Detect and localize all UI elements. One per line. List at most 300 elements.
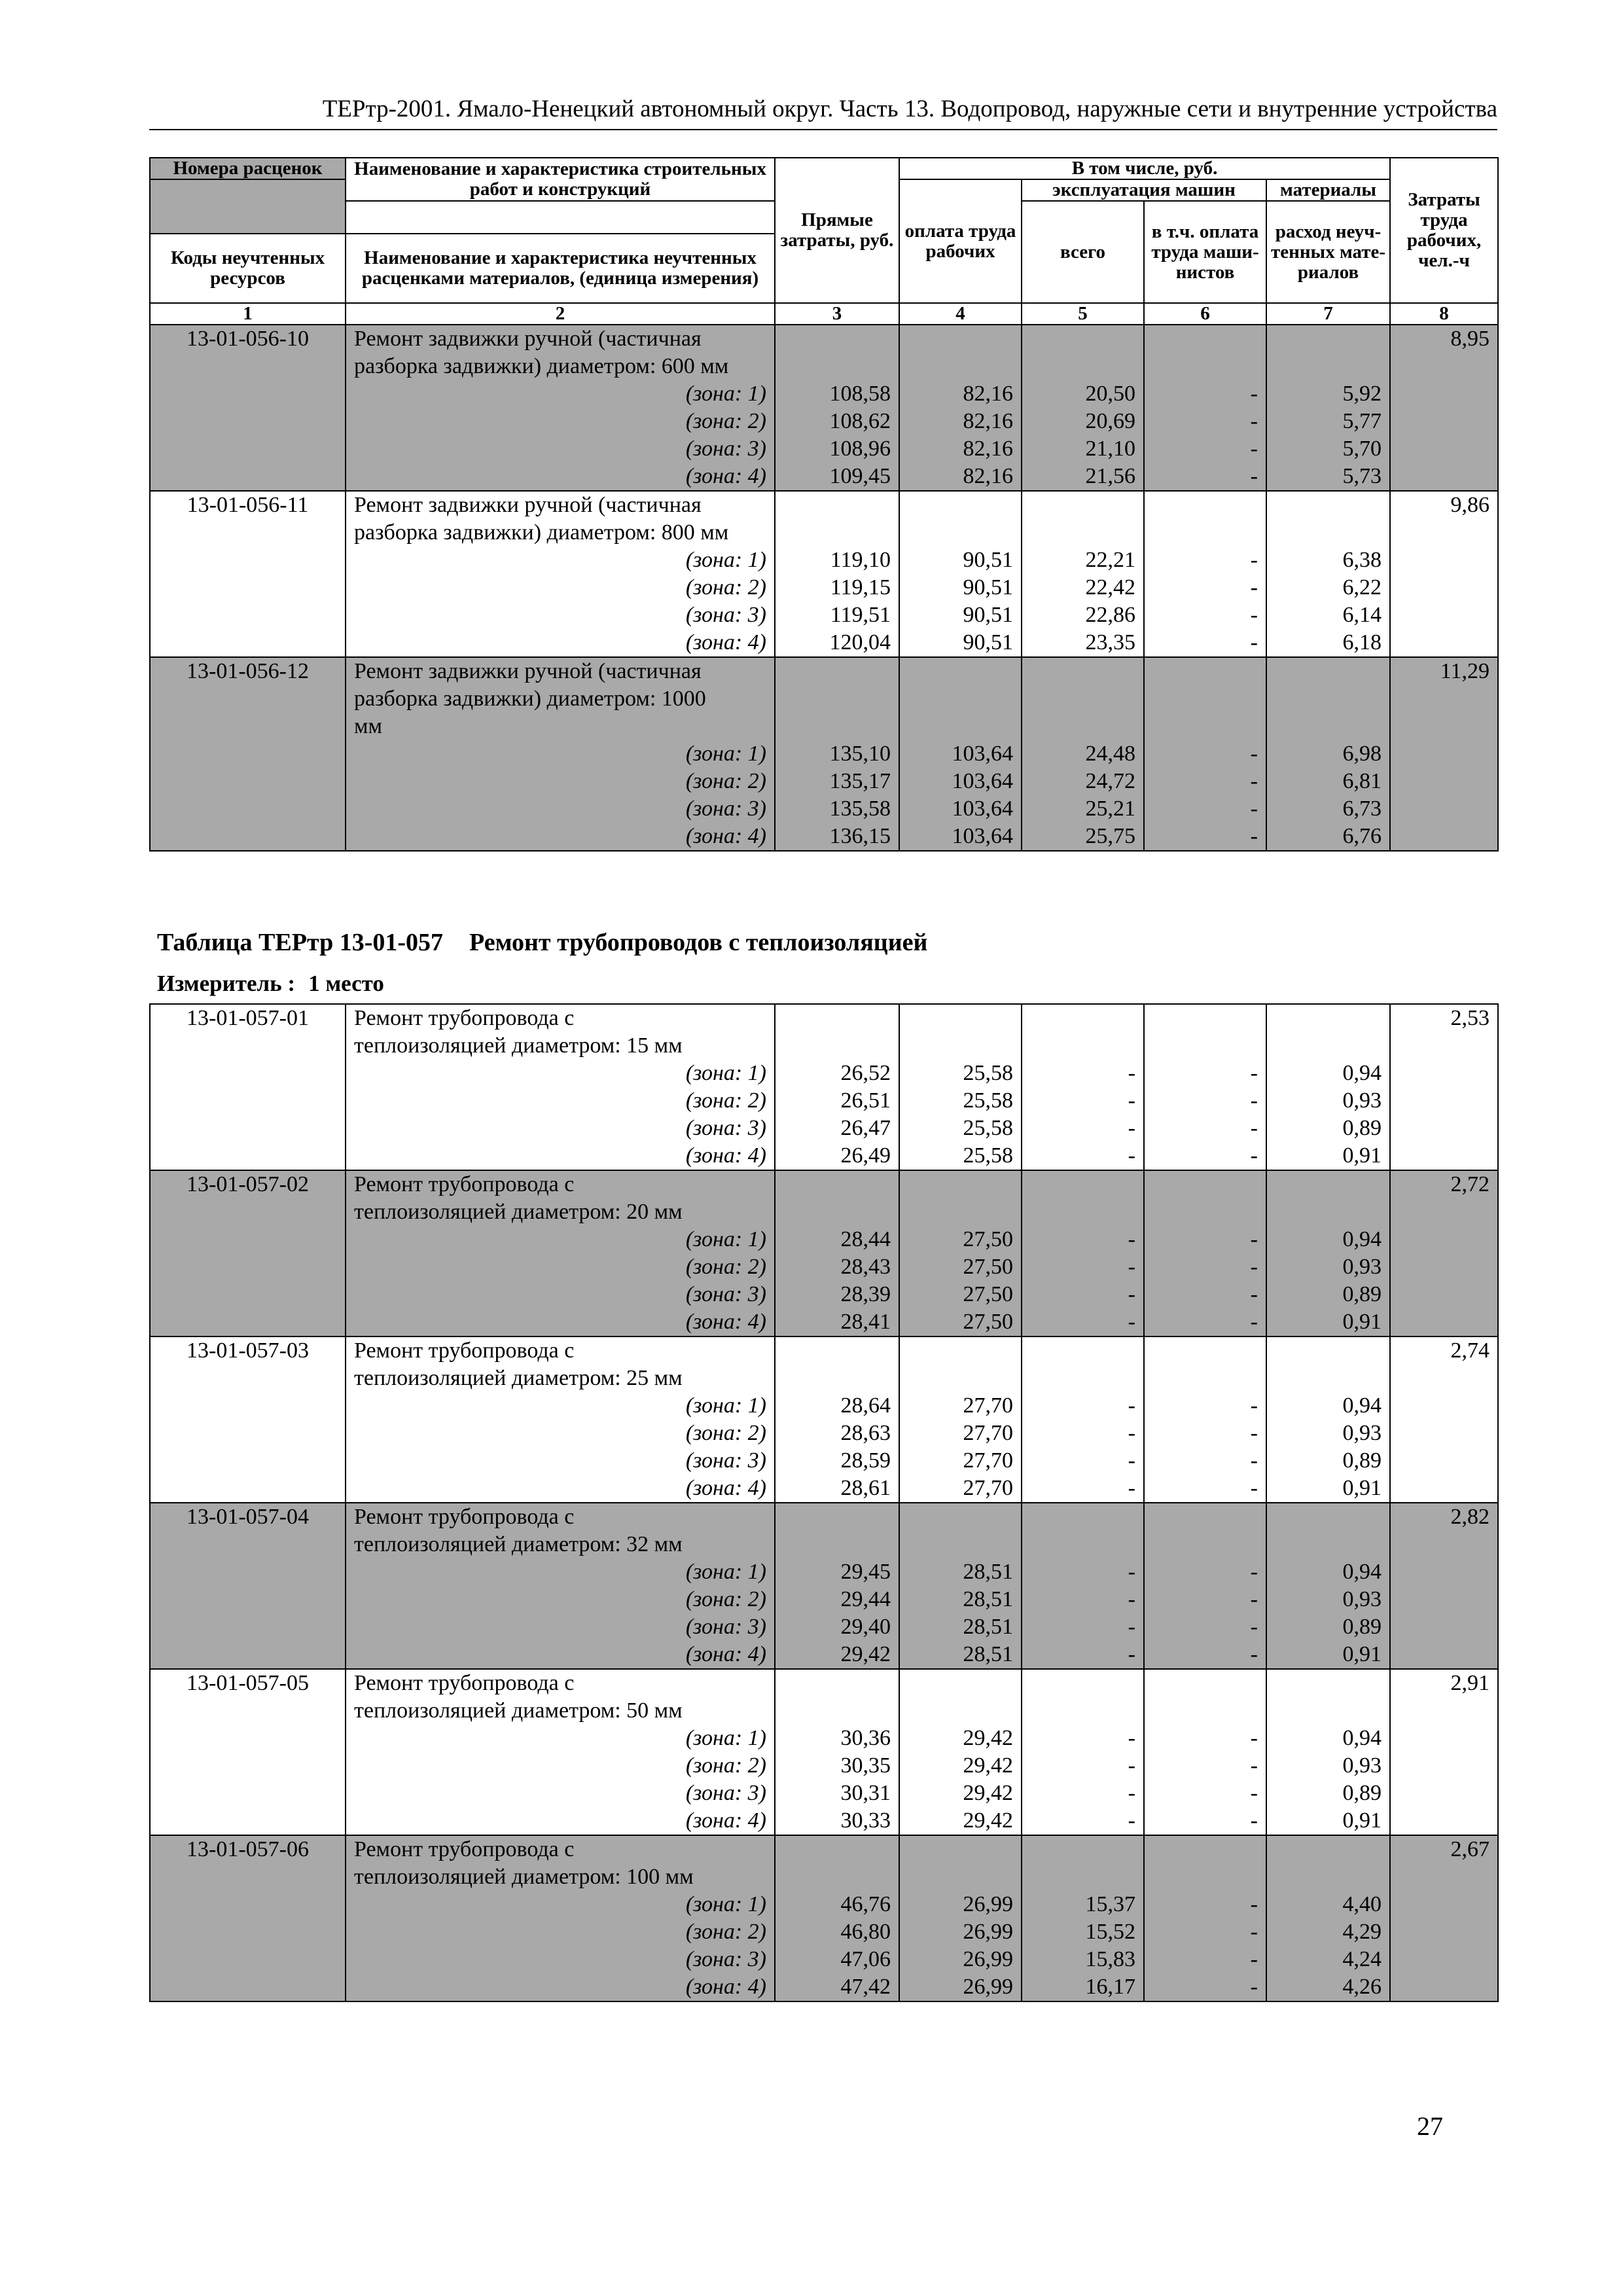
labor-pay-cell [899, 491, 1022, 657]
table-row [150, 1004, 1498, 1170]
description-line: Ремонт трубопровода с [354, 1338, 575, 1363]
zone-label: (зона: 1) [685, 382, 766, 406]
machines-total-cell [1022, 1170, 1144, 1336]
direct-cost-cell [775, 491, 899, 657]
spacer-line [1152, 519, 1258, 547]
direct-cost-cell [775, 1336, 899, 1503]
col-name-header: Наименование и характеристика строительных работ и конструкций [346, 158, 775, 201]
spacer-line [1030, 713, 1135, 740]
zone-label: (зона: 3) [685, 1448, 766, 1473]
machines-total: - [1128, 1587, 1135, 1611]
spacer-line [1030, 1503, 1135, 1531]
machines-total: - [1128, 1615, 1135, 1639]
labor-pay: 29,42 [963, 1726, 1013, 1750]
col-direct-header: Прямые затраты, руб. [775, 158, 899, 303]
spacer-line [1275, 1670, 1382, 1697]
page-number: 27 [1417, 2111, 1443, 2141]
machinists-pay: - [1250, 1116, 1258, 1140]
description-line: Ремонт трубопровода с [354, 1172, 575, 1196]
table-title-label: Таблица ТЕРтр 13-01-057 [157, 929, 444, 956]
spacer-line [783, 353, 891, 380]
description-line: Ремонт трубопровода с [354, 1505, 575, 1529]
spacer-line [1152, 658, 1258, 685]
zone-label: (зона: 2) [685, 1920, 766, 1944]
direct-cost-cell [775, 1835, 899, 2001]
materials-cost: 0,91 [1342, 1808, 1382, 1833]
table-body [150, 1004, 1498, 2001]
description-line: разборка задвижки) диаметром: 1000 [354, 687, 706, 711]
machinists-pay: - [1250, 1560, 1258, 1584]
table-row [150, 657, 1498, 851]
machines-total: 24,48 [1085, 742, 1135, 766]
col-codes-spacer [150, 179, 346, 234]
labor-pay-cell [899, 657, 1022, 851]
zone-label: (зона: 4) [685, 1476, 766, 1500]
spacer-line [1275, 353, 1382, 380]
materials-cost: 6,98 [1342, 742, 1382, 766]
materials-cell [1266, 1336, 1390, 1503]
labor-pay-cell [899, 1170, 1022, 1336]
spacer-line [1030, 492, 1135, 519]
table-row [150, 1170, 1498, 1336]
machinists-pay: - [1250, 1726, 1258, 1750]
direct-cost: 30,31 [840, 1781, 891, 1805]
materials-cost: 6,38 [1342, 548, 1382, 572]
col-codes-bottom-header: Коды неучтенных ресурсов [150, 234, 346, 303]
direct-cost: 135,10 [829, 742, 891, 766]
rate-code: 13-01-057-06 [150, 1835, 346, 2001]
description-line: теплоизоляцией диаметром: 25 мм [354, 1366, 683, 1390]
labor-pay: 27,50 [963, 1310, 1013, 1334]
zone-label: (зона: 1) [685, 1560, 766, 1584]
materials-cost: 0,93 [1342, 1421, 1382, 1445]
materials-cost: 4,24 [1342, 1947, 1382, 1971]
spacer-line [783, 1697, 891, 1725]
spacer-line [908, 1697, 1013, 1725]
spacer-line [1152, 492, 1258, 519]
spacer-line [783, 1171, 891, 1198]
direct-cost: 30,36 [840, 1726, 891, 1750]
col-labor-pay-header: оплата труда рабочих [899, 179, 1022, 303]
spacer-line [1030, 685, 1135, 713]
machines-total: - [1128, 1781, 1135, 1805]
labor-pay: 27,50 [963, 1227, 1013, 1251]
labor-pay: 25,58 [963, 1061, 1013, 1085]
labor-pay-cell [899, 1835, 1022, 2001]
machinists-pay: - [1250, 1920, 1258, 1944]
spacer-line [1030, 1171, 1135, 1198]
labor-hours: 2,82 [1390, 1503, 1498, 1669]
spacer-line [1275, 1198, 1382, 1226]
labor-hours: 8,95 [1390, 325, 1498, 491]
description-line: Ремонт трубопровода с [354, 1006, 575, 1030]
col-number: 5 [1022, 303, 1144, 325]
spacer-line [783, 1337, 891, 1365]
materials-cost: 0,94 [1342, 1061, 1382, 1085]
col-number: 6 [1144, 303, 1266, 325]
spacer-line [908, 685, 1013, 713]
spacer-line [1275, 1337, 1382, 1365]
col-materials-header: материалы [1266, 179, 1390, 201]
zone-label: (зона: 2) [685, 1421, 766, 1445]
machinists-pay: - [1250, 1227, 1258, 1251]
machinists-pay: - [1250, 630, 1258, 655]
direct-cost: 28,61 [840, 1476, 891, 1500]
spacer-line [1275, 658, 1382, 685]
col-number: 7 [1266, 303, 1390, 325]
materials-cost: 0,91 [1342, 1642, 1382, 1666]
spacer-line [783, 713, 891, 740]
spacer-line [1275, 1503, 1382, 1531]
spacer-line [1030, 1863, 1135, 1891]
machinists-pay-cell [1144, 1336, 1266, 1503]
spacer-line [1030, 325, 1135, 353]
zone-label: (зона: 2) [685, 769, 766, 793]
labor-pay: 26,99 [963, 1892, 1013, 1916]
col-name-bottom-header: Наименование и характеристика неучтенных расценками материалов, (единица измерения) [346, 234, 775, 303]
spacer-line [1275, 713, 1382, 740]
materials-cost: 6,22 [1342, 575, 1382, 600]
labor-pay: 90,51 [963, 630, 1013, 655]
direct-cost: 28,43 [840, 1255, 891, 1279]
work-description [346, 1336, 775, 1503]
machines-total: - [1128, 1476, 1135, 1500]
materials-cost: 0,93 [1342, 1255, 1382, 1279]
direct-cost: 135,58 [829, 797, 891, 821]
measure-value: 1 место [308, 971, 384, 996]
labor-pay: 25,58 [963, 1143, 1013, 1168]
direct-cost: 119,51 [830, 603, 891, 627]
materials-cost: 6,81 [1342, 769, 1382, 793]
table-title [157, 928, 927, 957]
description-line: Ремонт задвижки ручной (частичная [354, 327, 702, 351]
direct-cost: 46,80 [840, 1920, 891, 1944]
col-number: 3 [775, 303, 899, 325]
materials-cost: 0,89 [1342, 1615, 1382, 1639]
machinists-pay-cell [1144, 1004, 1266, 1170]
spacer-line [908, 713, 1013, 740]
spacer-line [1152, 1503, 1258, 1531]
col-number: 8 [1390, 303, 1498, 325]
machinists-pay-cell [1144, 1835, 1266, 2001]
labor-pay: 28,51 [963, 1615, 1013, 1639]
spacer-line [1030, 1005, 1135, 1032]
machines-total: - [1128, 1255, 1135, 1279]
zone-label: (зона: 2) [685, 1753, 766, 1778]
labor-pay: 103,64 [952, 797, 1013, 821]
description-line: теплоизоляцией диаметром: 32 мм [354, 1532, 683, 1556]
machinists-pay: - [1250, 1753, 1258, 1778]
direct-cost: 47,42 [840, 1975, 891, 1999]
direct-cost: 28,64 [840, 1393, 891, 1418]
zone-label: (зона: 3) [685, 1116, 766, 1140]
zone-label: (зона: 1) [685, 548, 766, 572]
labor-pay: 90,51 [963, 548, 1013, 572]
table-row [150, 1336, 1498, 1503]
spacer-line [1030, 1836, 1135, 1863]
work-description [346, 657, 775, 851]
materials-cell [1266, 325, 1390, 491]
direct-cost: 29,42 [840, 1642, 891, 1666]
labor-pay: 82,16 [963, 437, 1013, 461]
spacer-line [783, 1863, 891, 1891]
materials-cost: 5,92 [1342, 382, 1382, 406]
direct-cost: 30,33 [840, 1808, 891, 1833]
machinists-pay: - [1250, 1947, 1258, 1971]
machinists-pay-cell [1144, 325, 1266, 491]
description-line: теплоизоляцией диаметром: 20 мм [354, 1200, 683, 1224]
spacer-line [1275, 492, 1382, 519]
machinists-pay: - [1250, 1255, 1258, 1279]
machines-total: 21,56 [1085, 464, 1135, 488]
materials-cost: 0,93 [1342, 1753, 1382, 1778]
machinists-pay: - [1250, 1587, 1258, 1611]
rate-code: 13-01-056-11 [150, 491, 346, 657]
direct-cost: 135,17 [829, 769, 891, 793]
header-rule [149, 129, 1497, 130]
materials-cost: 0,94 [1342, 1227, 1382, 1251]
zone-label: (зона: 4) [685, 1975, 766, 1999]
spacer-line [1030, 1697, 1135, 1725]
labor-hours: 2,74 [1390, 1336, 1498, 1503]
materials-cost: 0,93 [1342, 1587, 1382, 1611]
machines-total: 25,75 [1085, 824, 1135, 848]
labor-pay: 103,64 [952, 769, 1013, 793]
machines-total: 22,42 [1085, 575, 1135, 600]
materials-cost: 6,18 [1342, 630, 1382, 655]
spacer-line [1152, 1836, 1258, 1863]
machinists-pay: - [1250, 1421, 1258, 1445]
description-line: Ремонт задвижки ручной (частичная [354, 659, 702, 683]
direct-cost-cell [775, 1170, 899, 1336]
zone-label: (зона: 2) [685, 1255, 766, 1279]
zone-label: (зона: 3) [685, 603, 766, 627]
direct-cost: 46,76 [840, 1892, 891, 1916]
machines-total: 23,35 [1085, 630, 1135, 655]
spacer-line [908, 1836, 1013, 1863]
spacer-line [1030, 658, 1135, 685]
zone-label: (зона: 3) [685, 437, 766, 461]
machinists-pay: - [1250, 797, 1258, 821]
machinists-pay: - [1250, 1282, 1258, 1306]
rate-code: 13-01-057-01 [150, 1004, 346, 1170]
labor-hours: 9,86 [1390, 491, 1498, 657]
machinists-pay: - [1250, 1061, 1258, 1085]
spacer-line [908, 1670, 1013, 1697]
spacer-line [1275, 1863, 1382, 1891]
direct-cost: 108,62 [829, 409, 891, 433]
materials-cost: 6,73 [1342, 797, 1382, 821]
machines-total: 22,21 [1085, 548, 1135, 572]
machinists-pay-cell [1144, 491, 1266, 657]
page-header: ТЕРтр-2001. Ямало-Ненецкий автономный округ. Часть 13. Водопровод, наружные сети и внутренние устройства [322, 96, 1497, 122]
work-description [346, 1669, 775, 1835]
labor-pay: 103,64 [952, 824, 1013, 848]
col-machinists-header: в т.ч. оплата труда маши-нистов [1144, 201, 1266, 303]
spacer-line [1030, 1032, 1135, 1060]
zone-label: (зона: 4) [685, 464, 766, 488]
work-description [346, 1503, 775, 1669]
rates-table-057 [149, 1003, 1499, 2002]
spacer-line [908, 1863, 1013, 1891]
machines-total-cell [1022, 1336, 1144, 1503]
rate-code: 13-01-056-12 [150, 657, 346, 851]
materials-cost: 4,29 [1342, 1920, 1382, 1944]
machinists-pay: - [1250, 769, 1258, 793]
machines-total-cell [1022, 1835, 1144, 2001]
labor-pay: 25,58 [963, 1088, 1013, 1113]
zone-label: (зона: 2) [685, 575, 766, 600]
col-number: 2 [346, 303, 775, 325]
work-description [346, 325, 775, 491]
spacer-line [783, 1005, 891, 1032]
machines-total-cell [1022, 1004, 1144, 1170]
direct-cost: 26,49 [840, 1143, 891, 1168]
rate-code: 13-01-056-10 [150, 325, 346, 491]
machines-total: 22,86 [1085, 603, 1135, 627]
machinists-pay-cell [1144, 657, 1266, 851]
spacer-line [1275, 325, 1382, 353]
direct-cost: 26,52 [840, 1061, 891, 1085]
work-description [346, 1004, 775, 1170]
description-line: разборка задвижки) диаметром: 600 мм [354, 354, 729, 378]
work-description [346, 1170, 775, 1336]
labor-hours: 2,67 [1390, 1835, 1498, 2001]
machinists-pay: - [1250, 437, 1258, 461]
description-line: теплоизоляцией диаметром: 100 мм [354, 1865, 694, 1889]
description-line: Ремонт трубопровода с [354, 1837, 575, 1861]
direct-cost: 26,51 [840, 1088, 891, 1113]
machinists-pay: - [1250, 1892, 1258, 1916]
spacer-line [1152, 1863, 1258, 1891]
spacer-line [1152, 1005, 1258, 1032]
direct-cost-cell [775, 1503, 899, 1669]
spacer-line [1152, 1531, 1258, 1558]
direct-cost: 120,04 [829, 630, 891, 655]
col-materials-sub-header: расход неуч-тенных мате-риалов [1266, 201, 1390, 303]
labor-pay: 27,70 [963, 1393, 1013, 1418]
zone-label: (зона: 1) [685, 1061, 766, 1085]
spacer-line [783, 1198, 891, 1226]
col-machines-header: эксплуатация машин [1022, 179, 1266, 201]
spacer-line [783, 658, 891, 685]
machines-total: 20,50 [1085, 382, 1135, 406]
spacer-line [1275, 1005, 1382, 1032]
spacer-line [783, 519, 891, 547]
direct-cost: 136,15 [829, 824, 891, 848]
zone-label: (зона: 3) [685, 1615, 766, 1639]
spacer-line [1275, 519, 1382, 547]
direct-cost: 28,63 [840, 1421, 891, 1445]
labor-pay: 29,42 [963, 1808, 1013, 1833]
machines-total: - [1128, 1753, 1135, 1778]
spacer-line [908, 1531, 1013, 1558]
labor-pay: 90,51 [963, 575, 1013, 600]
materials-cost: 0,89 [1342, 1781, 1382, 1805]
zone-label: (зона: 1) [685, 1726, 766, 1750]
materials-cell [1266, 1669, 1390, 1835]
direct-cost: 109,45 [829, 464, 891, 488]
spacer-line [908, 1171, 1013, 1198]
table-row [150, 1669, 1498, 1835]
zone-label: (зона: 4) [685, 630, 766, 655]
labor-hours: 2,72 [1390, 1170, 1498, 1336]
direct-cost: 108,96 [829, 437, 891, 461]
machines-total-cell [1022, 1503, 1144, 1669]
spacer-line [1275, 1032, 1382, 1060]
materials-cost: 0,89 [1342, 1282, 1382, 1306]
materials-cell [1266, 1835, 1390, 2001]
table-body [150, 325, 1498, 851]
materials-cost: 5,77 [1342, 409, 1382, 433]
spacer-line [908, 1365, 1013, 1392]
table-row [150, 325, 1498, 491]
direct-cost: 29,44 [840, 1587, 891, 1611]
zone-label: (зона: 4) [685, 824, 766, 848]
spacer-line [1152, 1365, 1258, 1392]
machines-total: - [1128, 1143, 1135, 1168]
direct-cost: 119,15 [830, 575, 891, 600]
direct-cost: 47,06 [840, 1947, 891, 1971]
materials-cost: 0,89 [1342, 1116, 1382, 1140]
spacer-line [783, 1531, 891, 1558]
machines-total: - [1128, 1088, 1135, 1113]
zone-label: (зона: 2) [685, 409, 766, 433]
spacer-line [783, 1503, 891, 1531]
machines-total: - [1128, 1642, 1135, 1666]
machines-total: - [1128, 1282, 1135, 1306]
zone-label: (зона: 4) [685, 1808, 766, 1833]
measure-unit [157, 971, 384, 997]
spacer-line [1030, 1365, 1135, 1392]
machines-total: - [1128, 1421, 1135, 1445]
description-line: Ремонт задвижки ручной (частичная [354, 493, 702, 517]
labor-pay: 28,51 [963, 1642, 1013, 1666]
machines-total: 21,10 [1085, 437, 1135, 461]
col-including-header: В том числе, руб. [899, 158, 1390, 179]
spacer-line [1275, 1697, 1382, 1725]
spacer-line [908, 353, 1013, 380]
labor-pay: 82,16 [963, 382, 1013, 406]
machinists-pay: - [1250, 1088, 1258, 1113]
machines-total: 16,17 [1085, 1975, 1135, 1999]
direct-cost: 30,35 [840, 1753, 891, 1778]
materials-cost: 0,93 [1342, 1088, 1382, 1113]
labor-pay: 29,42 [963, 1781, 1013, 1805]
machines-total-cell [1022, 1669, 1144, 1835]
spacer-line [1152, 1198, 1258, 1226]
labor-pay: 29,42 [963, 1753, 1013, 1778]
description-line: теплоизоляцией диаметром: 50 мм [354, 1698, 683, 1723]
spacer-line [1152, 325, 1258, 353]
spacer-line [1152, 1670, 1258, 1697]
col-machines-total-header: всего [1022, 201, 1144, 303]
labor-pay: 27,70 [963, 1476, 1013, 1500]
machinists-pay-cell [1144, 1669, 1266, 1835]
zone-label: (зона: 1) [685, 1892, 766, 1916]
machines-total: - [1128, 1116, 1135, 1140]
spacer-line [908, 492, 1013, 519]
machines-total: - [1128, 1560, 1135, 1584]
materials-cost: 6,14 [1342, 603, 1382, 627]
spacer-line [908, 1337, 1013, 1365]
spacer-line [1152, 1337, 1258, 1365]
labor-pay: 27,70 [963, 1421, 1013, 1445]
work-description [346, 1835, 775, 2001]
machinists-pay-cell [1144, 1170, 1266, 1336]
col-number: 1 [150, 303, 346, 325]
spacer-line [908, 1005, 1013, 1032]
